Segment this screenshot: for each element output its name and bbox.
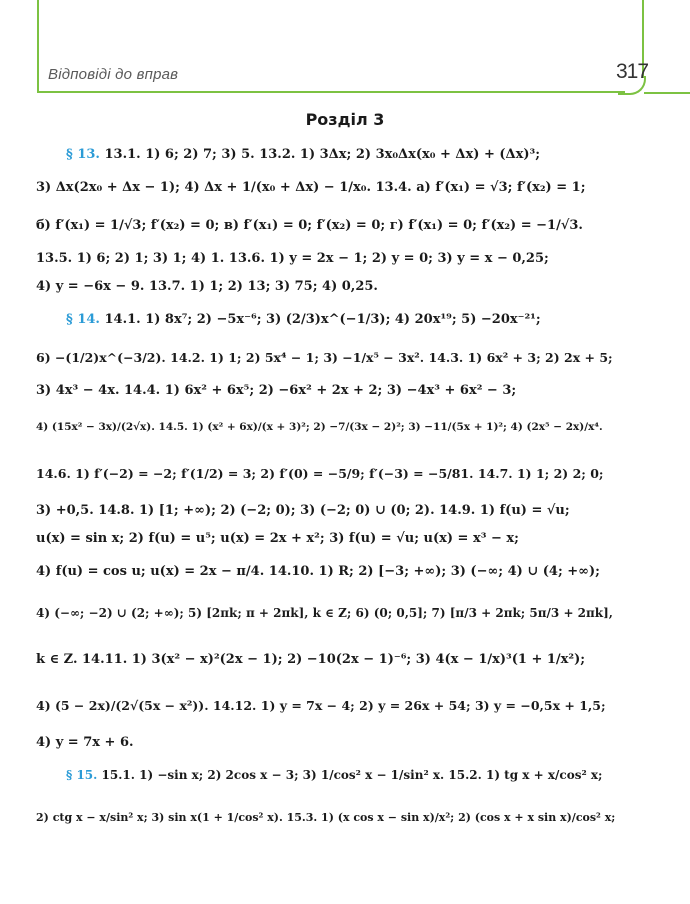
answer-line: 4) (15x² − 3x)/(2√x). 14.5. 1) (x² + 6x)/(x + 3)²; 2) −7/(3x − 2)²; 3) −11/(5x + 1)²; 4) (2x⁵ − 2x)/x⁴. [36,421,603,433]
answer-line: 13.5. 1) 6; 2) 1; 3) 1; 4) 1. 13.6. 1) y = 2x − 1; 2) y = 0; 3) y = x − 0,25; [36,250,549,266]
header-frame-left [37,0,39,92]
answer-line: 14.6. 1) f′(−2) = −2; f′(1/2) = 3; 2) f′(0) = −5/9; f′(−3) = −5/81. 14.7. 1) 1; 2) 2; 0; [36,465,604,481]
paragraph-mark-14: § 14. [66,311,100,327]
answer-line: 6) −(1/2)x^(−3/2). 14.2. 1) 1; 2) 5x⁴ − 1; 3) −1/x⁵ − 3x². 14.3. 1) 6x² + 3; 2) 2x + 5; [36,349,613,365]
paragraph-mark-15: § 15. [66,768,98,782]
answer-line: § 13. 13.1. 1) 6; 2) 7; 3) 5. 13.2. 1) 3Δx; 2) 3x₀Δx(x₀ + Δx) + (Δx)³; [66,146,540,162]
answer-line: u(x) = sin x; 2) f(u) = u⁵; u(x) = 2x + x²; 3) f(u) = √u; u(x) = x³ − x; [36,530,519,546]
page-number: 317 [616,60,649,83]
answer-line: 2) ctg x − x/sin² x; 3) sin x(1 + 1/cos² x). 15.3. 1) (x cos x − sin x)/x²; 2) (cos x + x sin x)/cos² x; [36,810,616,824]
answer-line: 4) y = −6x − 9. 13.7. 1) 1; 2) 13; 3) 75; 4) 0,25. [36,278,378,294]
answer-line: б) f′(x₁) = 1/√3; f′(x₂) = 0; в) f′(x₁) = 0; f′(x₂) = 0; г) f′(x₁) = 0; f′(x₂) = −1/√3. [36,217,583,233]
section-title: Розділ 3 [305,110,385,129]
answer-line: k ∈ Z. 14.11. 1) 3(x² − x)²(2x − 1); 2) −10(2x − 1)⁻⁶; 3) 4(x − 1/x)³(1 + 1/x²); [36,651,586,667]
answer-line: § 14. 14.1. 1) 8x⁷; 2) −5x⁻⁶; 3) (2/3)x^(−1/3); 4) 20x¹⁹; 5) −20x⁻²¹; [66,311,541,327]
answer-line: 4) (5 − 2x)/(2√(5x − x²)). 14.12. 1) y = 7x − 4; 2) y = 26x + 54; 3) y = −0,5x + 1,5; [36,697,606,713]
answers-body [36,140,616,840]
answer-line: 4) y = 7x + 6. [36,734,134,750]
answer-line: 4) f(u) = cos u; u(x) = 2x − π/4. 14.10. 1) R; 2) [−3; +∞); 3) (−∞; 4) ∪ (4; +∞); [36,563,600,579]
running-header-title: Відповіді до вправ [48,66,179,83]
answer-line: 4) (−∞; −2) ∪ (2; +∞); 5) [2πk; π + 2πk], k ∈ Z; 6) (0; 0,5]; 7) [π/3 + 2πk; 5π/3 + 2πk], [36,606,613,620]
answer-line: 3) 4x³ − 4x. 14.4. 1) 6x² + 6x⁵; 2) −6x² + 2x + 2; 3) −4x³ + 6x² − 3; [36,382,517,398]
header-frame-stub [644,92,690,94]
paragraph-mark-13: § 13. [66,146,100,162]
header-frame-bottom [37,91,625,93]
answer-line: § 15. 15.1. 1) −sin x; 2) 2cos x − 3; 3) 1/cos² x − 1/sin² x. 15.2. 1) tg x + x/cos² x; [66,768,603,782]
answer-line: 3) Δx(2x₀ + Δx − 1); 4) Δx + 1/(x₀ + Δx) − 1/x₀. 13.4. а) f′(x₁) = √3; f′(x₂) = 1; [36,179,586,195]
answer-line: 3) +0,5. 14.8. 1) [1; +∞); 2) (−2; 0); 3) (−2; 0) ∪ (0; 2). 14.9. 1) f(u) = √u; [36,502,570,518]
